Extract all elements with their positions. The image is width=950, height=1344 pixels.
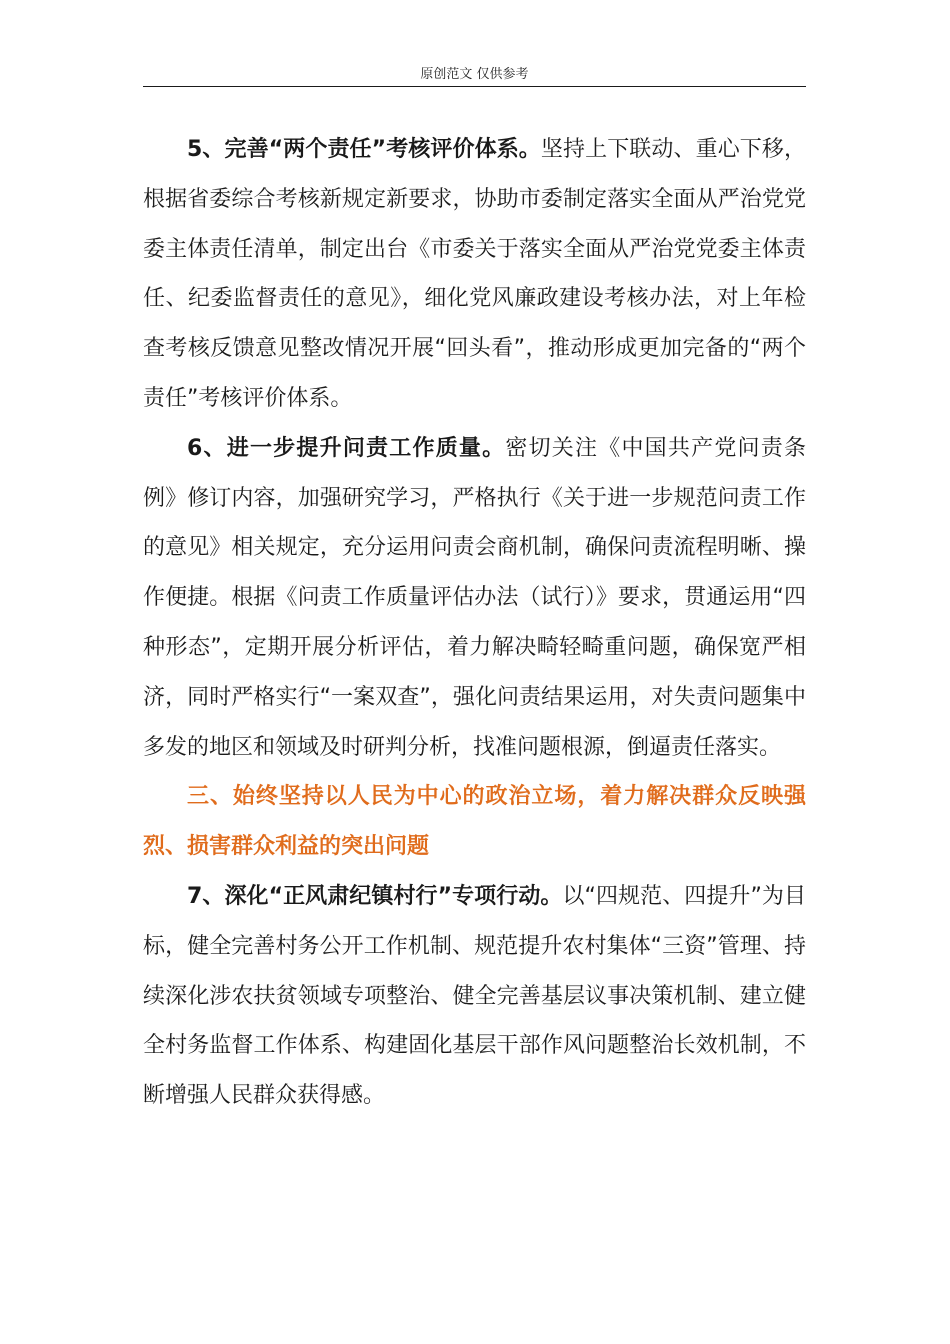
paragraph-6-text: 密切关注《中国共产党问责条例》修订内容，加强研究学习，严格执行《关于进一步规范问责工作的意见》相关规定，充分运用问责会商机制，确保问责流程明晰、操作便捷。根据《问责工作质量评估办法（试行）》要求，贯通运用“四种形态”，定期开展分析评估，着力解决畸轻畸重问题，确保宽严相济，同时严格实行“一案双查”，强化问责结果运用，对失责问题集中多发的地区和领域及时研判分析，找准问题根源，倒逼责任落实。: [143, 435, 806, 760]
section-3-heading: 三、始终坚持以人民为中心的政治立场，着力解决群众反映强烈、损害群众利益的突出问题: [143, 784, 806, 860]
paragraph-5-text: 坚持上下联动、重心下移，根据省委综合考核新规定新要求，协助市委制定落实全面从严治党党委主体责任清单，制定出台《市委关于落实全面从严治党党委主体责任、纪委监督责任的意见》，细化党风廉政建设考核办法，对上年检查考核反馈意见整改情况开展“回头看”，推动形成更加完备的“两个责任”考核评价体系。: [143, 137, 806, 411]
header-divider: [143, 86, 806, 87]
paragraph-5: [143, 125, 806, 424]
paragraph-5-lead: 5、完善“两个责任”考核评价体系。: [187, 137, 541, 162]
paragraph-7-lead: 7、深化“正风肃纪镇村行”专项行动。: [187, 883, 563, 909]
paragraph-6: [143, 424, 806, 773]
page-header: 原创范文 仅供参考: [420, 67, 529, 82]
paragraph-7-text: 以“四规范、四提升”为目标，健全完善村务公开工作机制、规范提升农村集体“三资”管理、持续深化涉农扶贫领域专项整治、健全完善基层议事决策机制、建立健全村务监督工作体系、构建固化基层干部作风问题整治长效机制，不断增强人民群众获得感。: [143, 883, 806, 1109]
document-body: [143, 125, 806, 1121]
paragraph-6-lead: 6、进一步提升问责工作质量。: [187, 435, 506, 461]
paragraph-7: [143, 872, 806, 1121]
